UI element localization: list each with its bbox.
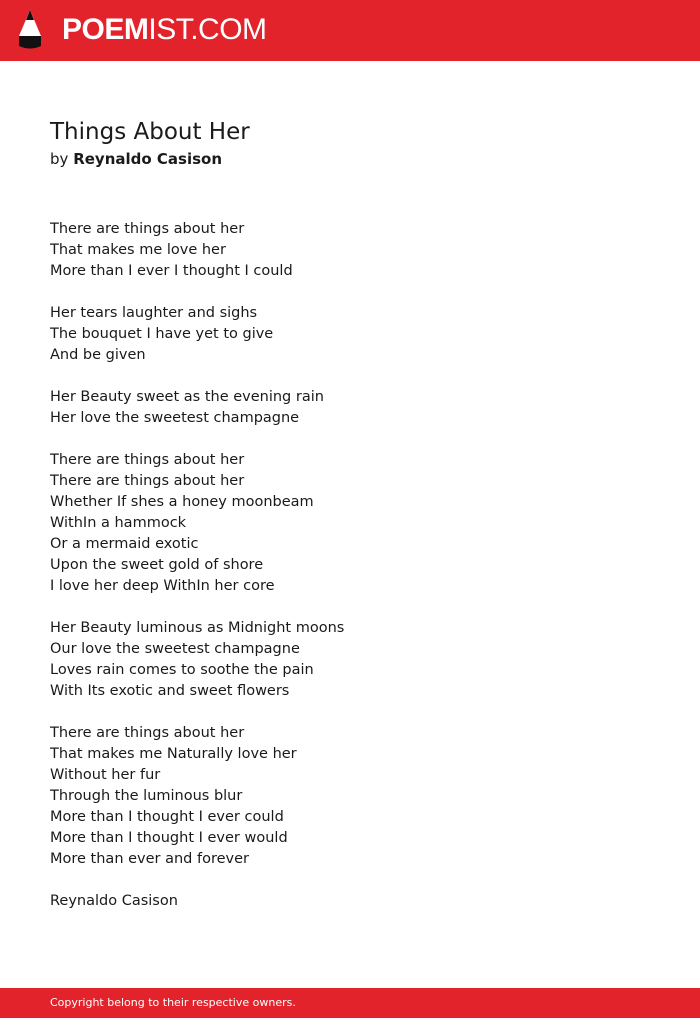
site-logo-link[interactable] <box>62 11 267 49</box>
site-footer <box>0 988 700 1018</box>
pencil-tip-icon[interactable] <box>17 10 43 51</box>
by-label: by <box>50 150 69 168</box>
poem-stanza <box>50 219 650 282</box>
poem-line: That makes me love her <box>50 242 226 258</box>
poem-line: Or a mermaid exotic <box>50 536 199 552</box>
poem-line: There are things about her <box>50 473 245 489</box>
poem-line: Her tears laughter and sighs <box>50 305 258 321</box>
poem-line: Loves rain comes to soothe the pain <box>50 662 314 678</box>
poem-line: More than I ever I thought I could <box>50 263 293 279</box>
poem-stanza <box>50 450 650 597</box>
poem-line: More than I thought I ever could <box>50 809 284 825</box>
poem-author: Reynaldo Casison <box>73 150 223 168</box>
poem-line: Through the luminous blur <box>50 788 243 804</box>
poem-stanza <box>50 723 650 870</box>
site-header <box>0 0 700 61</box>
copyright-text: Copyright belong to their respective owners. <box>50 996 296 1009</box>
poem-line: Reynaldo Casison <box>50 893 178 909</box>
poem-stanza <box>50 387 650 429</box>
poem-line: Her Beauty luminous as Midnight moons <box>50 620 345 636</box>
poem-line: That makes me Naturally love her <box>50 746 297 762</box>
poem-line: WithIn a hammock <box>50 515 187 531</box>
poem-line: Without her fur <box>50 767 161 783</box>
poem-body <box>50 219 650 933</box>
poem-line: And be given <box>50 347 146 363</box>
poem-line: With Its exotic and sweet flowers <box>50 683 290 699</box>
poem-line: There are things about her <box>50 221 245 237</box>
poem-line: Her Beauty sweet as the evening rain <box>50 389 324 405</box>
poem-line: More than I thought I ever would <box>50 830 288 846</box>
poem-line: I love her deep WithIn her core <box>50 578 275 594</box>
poem-line: Her love the sweetest champagne <box>50 410 300 426</box>
poem-line: Our love the sweetest champagne <box>50 641 300 657</box>
poem-byline <box>50 149 222 169</box>
poem-stanza <box>50 618 650 702</box>
poem-line: The bouquet I have yet to give <box>50 326 274 342</box>
poem-title: Things About Her <box>50 119 250 145</box>
logo-text-light: IST.COM <box>148 13 267 46</box>
logo-text-strong: POEM <box>62 13 149 46</box>
poem-line: Whether If shes a honey moonbeam <box>50 494 314 510</box>
poem-stanza <box>50 303 650 366</box>
poem-line: There are things about her <box>50 725 245 741</box>
poem-line: More than ever and forever <box>50 851 249 867</box>
poem-line: There are things about her <box>50 452 245 468</box>
poem-stanza <box>50 891 650 912</box>
poem-line: Upon the sweet gold of shore <box>50 557 264 573</box>
